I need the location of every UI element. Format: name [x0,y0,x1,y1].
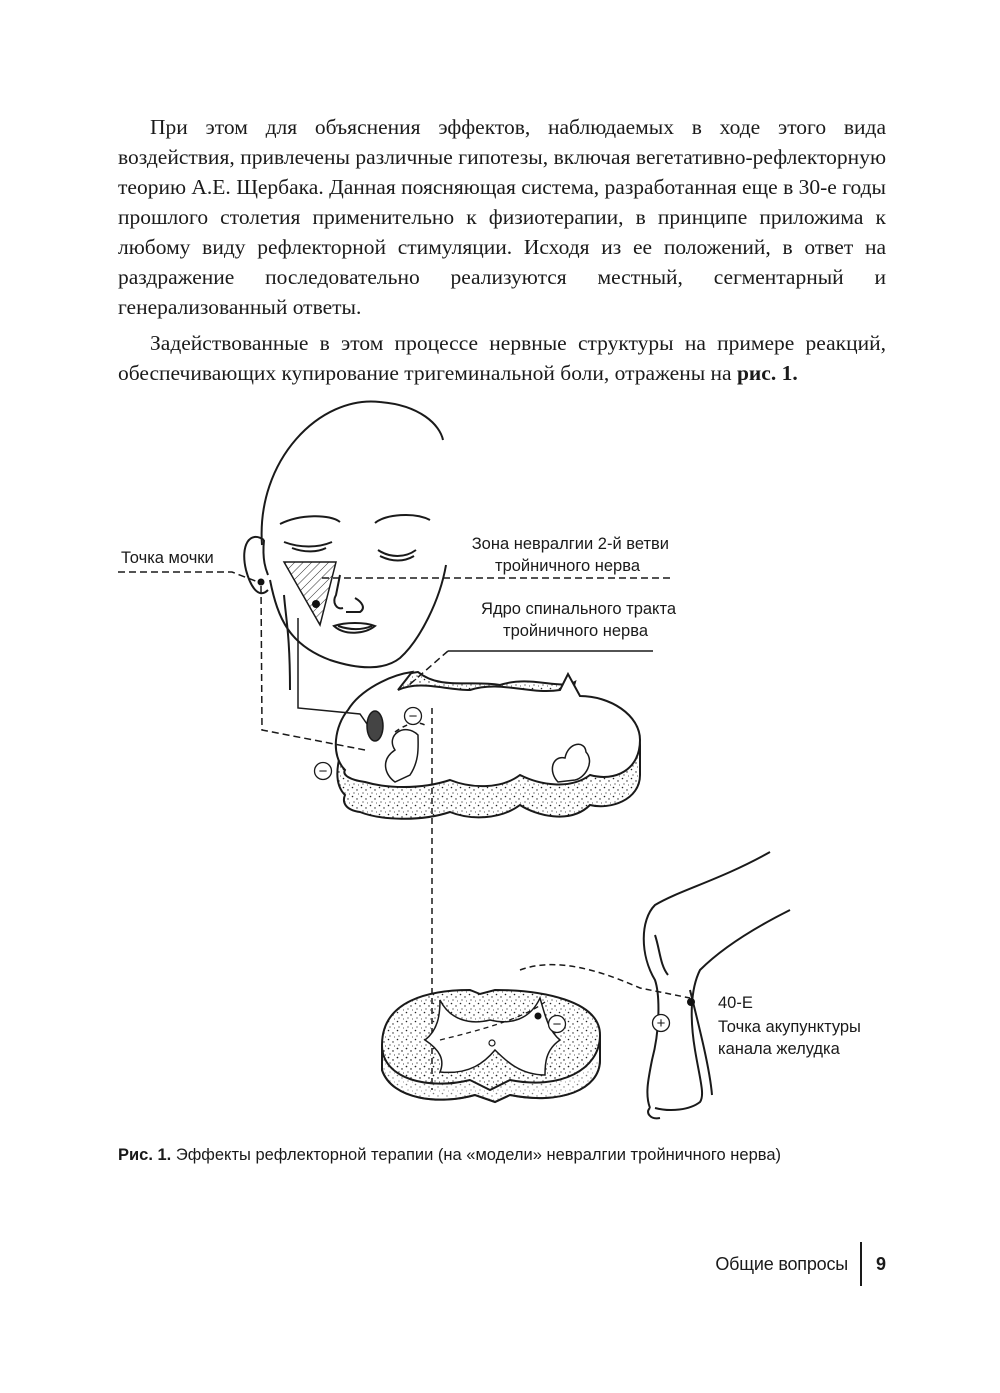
label-point-code: 40-E [718,994,753,1012]
figure-caption [118,1146,908,1165]
spinal-cord-slice [382,990,600,1102]
label-earlobe: Точка мочки [121,549,214,567]
svg-text:−: − [552,1016,562,1033]
body-paragraph-1: При этом для объяснения эффектов, наблюдаемых в ходе этого вида воздействия, привлечены различные гипотезы, включая вегетативно-рефлекторную теорию А.Е. Щербака. Данная поясняющая система, разработанная еще в 30-е годы прошлого столетия применительно к физиотерапии, в принципе приложима к любому виду рефлекторной стимуляции. Исходя из ее положений, в ответ на раздражение последовательно реализуются местный, сегментарный и генерализованный ответы. [118,115,886,319]
label-point-line1: Точка акупунктуры [718,1018,861,1036]
svg-text:−: − [408,708,418,725]
paragraph-2-text: Задействованные в этом процессе нервные структуры на примере реакций, обеспечивающих купирование тригеминальной боли, отражены на [118,331,886,385]
svg-text:−: − [318,763,328,780]
trigeminal-nucleus [367,711,383,741]
page-number: 9 [875,1254,886,1274]
leg-illustration [644,852,790,1118]
acupoint-40e [687,998,695,1006]
figure-reference: рис. 1. [736,361,798,385]
footer-section-title: Общие вопросы [715,1254,848,1274]
sign-minus-3 [549,1016,566,1034]
label-nucleus-line2: тройничного нерва [503,622,648,640]
neuralgia-zone-hatched [284,562,336,625]
caption-prefix: Рис. 1. [118,1146,172,1164]
zone-point [312,600,320,608]
sign-minus-1 [405,708,422,726]
earlobe-point [258,579,265,586]
page-footer [700,1250,890,1282]
sign-minus-2 [315,763,332,781]
figure-reflex-therapy [0,390,1000,1140]
label-zone-line2: тройничного нерва [495,557,640,575]
caption-text: Эффекты рефлекторной терапии (на «модели» невралгии тройничного нерва) [175,1146,782,1164]
svg-text:+: + [656,1015,666,1032]
footer-divider [860,1242,862,1286]
label-point-line2: канала желудка [718,1040,840,1058]
brainstem-slice [336,672,640,819]
head-illustration [244,401,446,690]
label-nucleus-line1: Ядро спинального тракта [481,600,676,618]
sign-plus [653,1015,670,1033]
body-paragraph-2 [118,328,886,388]
label-zone-line1: Зона невралгии 2-й ветви [471,535,669,553]
